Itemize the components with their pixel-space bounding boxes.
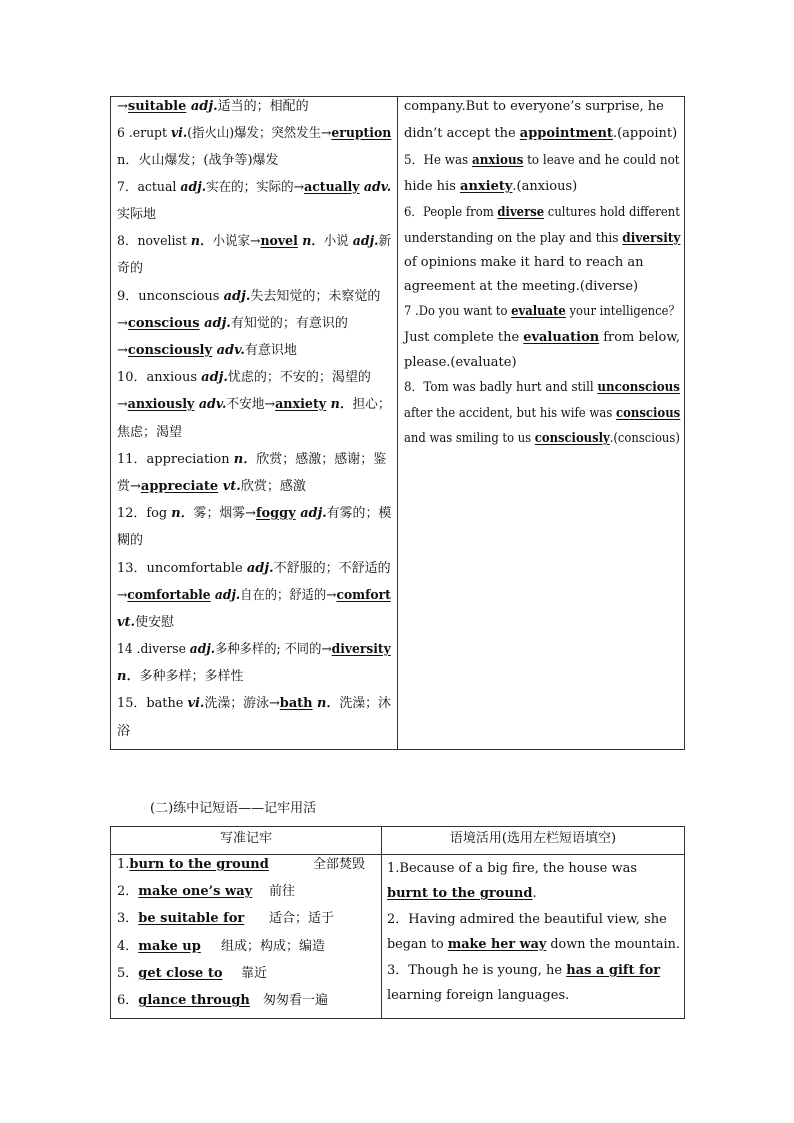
phrase-row: 6．glance through 匆匆看一遍 — [117, 993, 329, 1008]
context-line: began to make her way down the mountain. — [387, 937, 680, 952]
vocab-line: 14 .diverse adj.多种多样的; 不同的→diversity — [117, 642, 391, 657]
vocab-line: 浴 — [117, 724, 131, 739]
phrases-table — [110, 826, 685, 1019]
section-title: (二)练中记短语——记牢用活 — [150, 801, 317, 816]
phrase-row: 4．make up 组成；构成；编造 — [117, 939, 326, 954]
header-left: 写准记牢 — [219, 831, 272, 846]
context-line: 2．Having admired the beautiful view, she — [387, 912, 667, 927]
exercise-line: 7 .Do you want to evaluate your intelligence？ — [404, 304, 681, 319]
phrases-table-divider — [381, 827, 382, 1018]
vocab-line: 6 .erupt vi.(指火山)爆发；突然发生→eruption — [117, 126, 392, 141]
vocab-line: →conscious adj.有知觉的；有意识的 — [117, 316, 348, 331]
vocab-line: 13．uncomfortable adj.不舒服的；不舒适的 — [117, 561, 391, 576]
vocab-line: 赏→appreciate vt.欣赏；感激 — [117, 479, 306, 494]
exercise-line: and was smiling to us consciously.(conscious) — [404, 431, 680, 446]
exercise-line: hide his anxiety.(anxious) — [404, 179, 578, 194]
context-line: burnt to the ground. — [387, 886, 537, 901]
vocab-line: n．火山爆发；(战争等)爆发 — [117, 153, 279, 168]
exercise-line: 8．Tom was badly hurt and still unconscious — [404, 380, 680, 395]
vocab-line: 7．actual adj.实在的；实际的→actually adv. — [117, 180, 392, 195]
vocab-line: 10．anxious adj.忧虑的；不安的；渴望的 — [117, 370, 371, 385]
exercise-line: company.But to everyone’s surprise, he — [404, 99, 664, 114]
vocab-table-divider — [397, 97, 398, 749]
exercise-line: Just complete the evaluation from below, — [404, 330, 681, 345]
vocab-line: 11．appreciation n．欣赏；感激；感谢；鉴 — [117, 452, 387, 467]
vocab-line: 糊的 — [117, 533, 144, 548]
vocab-line: →consciously adv.有意识地 — [117, 343, 297, 358]
vocab-line: vt.使安慰 — [117, 615, 175, 630]
vocab-line: 焦虑；渴望 — [117, 425, 183, 440]
vocab-line: 15．bathe vi.洗澡；游泳→bath n．洗澡；沐 — [117, 696, 391, 711]
exercise-line: 6．People from diverse cultures hold different — [404, 205, 680, 220]
vocab-line: →suitable adj.适当的；相配的 — [117, 99, 309, 114]
exercise-line: 5．He was anxious to leave and he could not — [404, 153, 680, 168]
exercise-line: after the accident, but his wife was conscious — [404, 406, 681, 421]
vocab-line: 8．novelist n．小说家→novel n．小说 adj.新 — [117, 234, 391, 249]
vocab-line: 9．unconscious adj.失去知觉的；未察觉的 — [117, 289, 381, 304]
vocab-line: 12．fog n．雾；烟雾→foggy adj.有雾的；模 — [117, 506, 392, 521]
header-right: 语境活用(选用左栏短语填空) — [449, 831, 617, 846]
phrase-row: 5．get close to 靠近 — [117, 966, 268, 981]
exercise-line: of opinions make it hard to reach an — [404, 255, 644, 270]
phrase-row: 2．make one’s way 前往 — [117, 884, 296, 899]
exercise-line: agreement at the meeting.(diverse) — [404, 279, 639, 294]
phrases-right-cell — [387, 827, 682, 1018]
context-line: learning foreign languages. — [387, 988, 570, 1003]
exercise-line: understanding on the play and this diversity — [404, 231, 681, 246]
exercise-line: please.(evaluate) — [404, 355, 517, 370]
phrase-row: 3．be suitable for 适合；适于 — [117, 911, 335, 926]
context-line: 1.Because of a big fire, the house was — [387, 861, 638, 876]
vocab-line: 实际地 — [117, 207, 157, 222]
vocab-right-cell — [404, 97, 682, 749]
phrases-left-cell — [117, 827, 379, 1018]
vocab-line: n．多种多样；多样性 — [117, 669, 244, 684]
vocab-line: →comfortable adj.自在的；舒适的→comfort — [117, 588, 391, 603]
vocab-line: →anxiously adv.不安地→anxiety n．担心； — [117, 397, 391, 412]
context-line: 3．Though he is young, he has a gift for — [387, 963, 661, 978]
phrase-row: 1.burn to the ground 全部焚毁 — [117, 857, 366, 872]
vocab-line: 奇的 — [117, 261, 144, 276]
vocab-table — [110, 96, 685, 750]
vocab-left-cell — [117, 97, 393, 749]
exercise-line: didn’t accept the appointment.(appoint) — [404, 126, 678, 141]
